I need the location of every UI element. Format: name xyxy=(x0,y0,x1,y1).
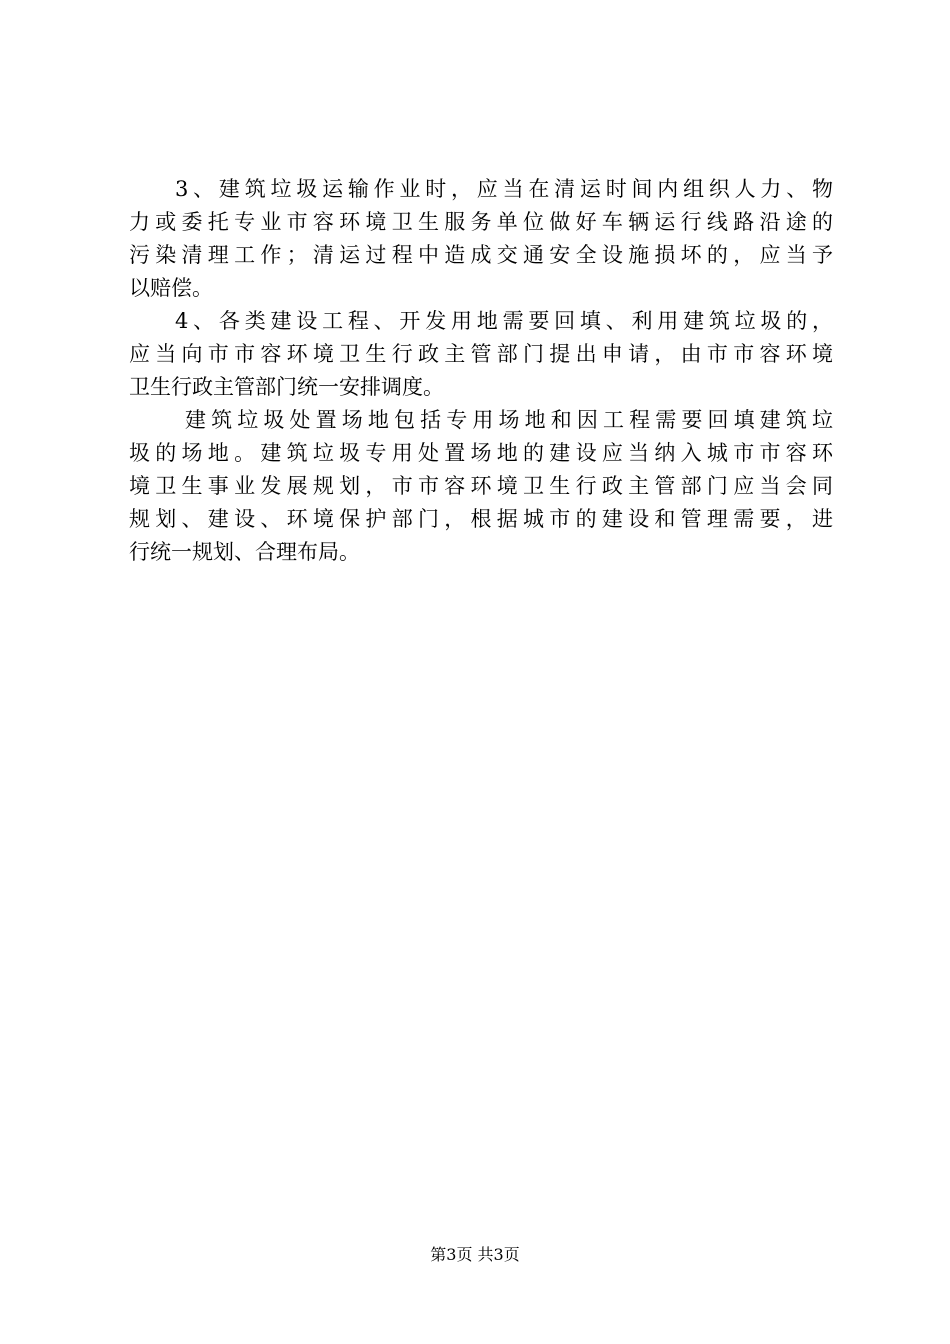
paragraph-1-line-4: 以赔偿。 xyxy=(129,276,213,300)
paragraph-2-line-2: 应当向市市容环境卫生行政主管部门提出申请，由市市容环境 xyxy=(129,342,833,366)
paragraph-1-line-1: 3、建筑垃圾运输作业时，应当在清运时间内组织人力、物 xyxy=(175,177,833,201)
paragraph-2-line-1: 4、各类建设工程、开发用地需要回填、利用建筑垃圾的， xyxy=(175,309,833,333)
paragraph-2-line-3: 卫生行政主管部门统一安排调度。 xyxy=(129,375,444,399)
paragraph-3-line-2: 圾的场地。建筑垃圾专用处置场地的建设应当纳入城市市容环 xyxy=(129,441,833,465)
page-footer: 第3页 共3页 xyxy=(430,1245,520,1264)
paragraph-3-line-5: 行统一规划、合理布局。 xyxy=(129,540,360,564)
paragraph-3-line-4: 规划、建设、环境保护部门，根据城市的建设和管理需要，进 xyxy=(129,507,833,531)
paragraph-1-line-3: 污染清理工作；清运过程中造成交通安全设施损坏的，应当予 xyxy=(129,243,833,267)
paragraph-3-line-3: 境卫生事业发展规划，市市容环境卫生行政主管部门应当会同 xyxy=(129,474,833,498)
paragraph-3-line-1: 建筑垃圾处置场地包括专用场地和因工程需要回填建筑垃 xyxy=(185,408,833,432)
paragraph-1-line-2: 力或委托专业市容环境卫生服务单位做好车辆运行线路沿途的 xyxy=(129,210,833,234)
